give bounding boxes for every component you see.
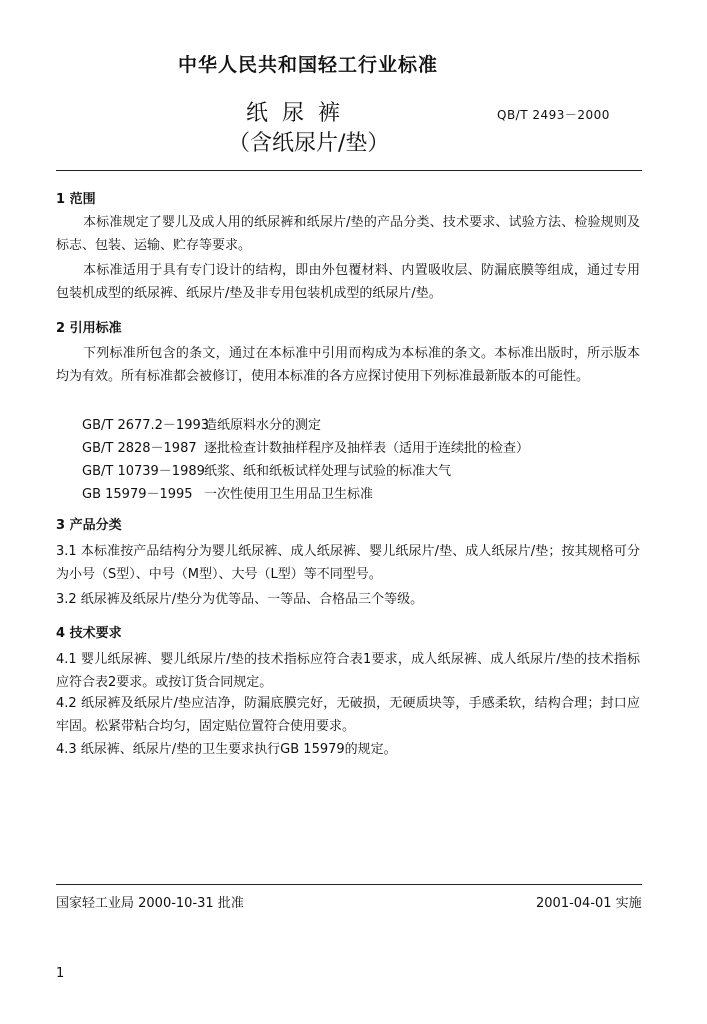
reference-code: GB/T 10739－1989: [82, 464, 205, 479]
section-2-paragraph-1: 下列标准所包含的条文，通过在本标准中引用而构成为本标准的条文。本标准出版时，所示版本均为有效。所有标准都会被修订，使用本标准的各方应探讨使用下列标准最新版本的可能性。: [56, 346, 640, 384]
reference-code: GB/T 2677.2－1993: [82, 418, 210, 433]
reference-code: GB/T 2828－1987: [82, 441, 197, 456]
reference-item: [82, 460, 451, 479]
section-1-heading: 1 范围: [56, 192, 96, 207]
section-4-heading: 4 技术要求: [56, 626, 122, 641]
reference-item: [82, 483, 373, 502]
footer-divider: [56, 884, 642, 885]
section-3-heading: 3 产品分类: [56, 518, 122, 533]
section-3-1-paragraph: 3.1 本标准按产品结构分为婴儿纸尿裤、成人纸尿裤、婴儿纸尿片/垫、成人纸尿片/垫；按其规格可分为小号（S型）、中号（M型）、大号（L型）等不同型号。: [56, 544, 640, 582]
implementation-date: 2001-04-01 实施: [536, 896, 642, 911]
reference-title: 造纸原料水分的测定: [204, 418, 322, 433]
reference-title: 逐批检查计数抽样程序及抽样表（适用于连续批的检查）: [204, 441, 530, 456]
reference-item: [82, 437, 529, 456]
section-4-3-paragraph: 4.3 纸尿裤、纸尿片/垫的卫生要求执行GB 15979的规定。: [56, 742, 397, 757]
document-subtitle: （含纸尿片/垫）: [228, 131, 390, 156]
document-title: 纸尿裤: [246, 101, 355, 126]
reference-title: 一次性使用卫生用品卫生标准: [204, 487, 374, 502]
section-4-1-paragraph: 4.1 婴儿纸尿裤、婴儿纸尿片/垫的技术指标应符合表1要求，成人纸尿裤、成人纸尿片/垫的技术指标应符合表2要求。或按订货合同规定。: [56, 652, 640, 690]
section-2-heading: 2 引用标准: [56, 321, 122, 336]
standard-code: QB/T 2493－2000: [497, 108, 610, 122]
standard-category-title: 中华人民共和国轻工行业标准: [178, 54, 439, 76]
approval-line: 国家轻工业局 2000-10-31 批准: [56, 896, 244, 911]
section-1-paragraph-1: 本标准规定了婴儿及成人用的纸尿裤和纸尿片/垫的产品分类、技术要求、试验方法、检验规则及标志、包装、运输、贮存等要求。: [56, 215, 640, 253]
reference-title: 纸浆、纸和纸板试样处理与试验的标准大气: [204, 464, 452, 479]
reference-item: [82, 414, 321, 433]
header-divider: [56, 170, 642, 171]
reference-code: GB 15979－1995: [82, 487, 193, 502]
section-4-2-paragraph: 4.2 纸尿裤及纸尿片/垫应洁净，防漏底膜完好，无破损，无硬质块等，手感柔软，结构合理；封口应牢固。松紧带粘合均匀，固定贴位置符合使用要求。: [56, 696, 640, 734]
section-3-2-paragraph: 3.2 纸尿裤及纸尿片/垫分为优等品、一等品、合格品三个等级。: [56, 592, 424, 607]
page-number: 1: [56, 966, 65, 981]
section-1-paragraph-2: 本标准适用于具有专门设计的结构，即由外包覆材料、内置吸收层、防漏底膜等组成，通过专用包装机成型的纸尿裤、纸尿片/垫及非专用包装机成型的纸尿片/垫。: [56, 263, 640, 301]
